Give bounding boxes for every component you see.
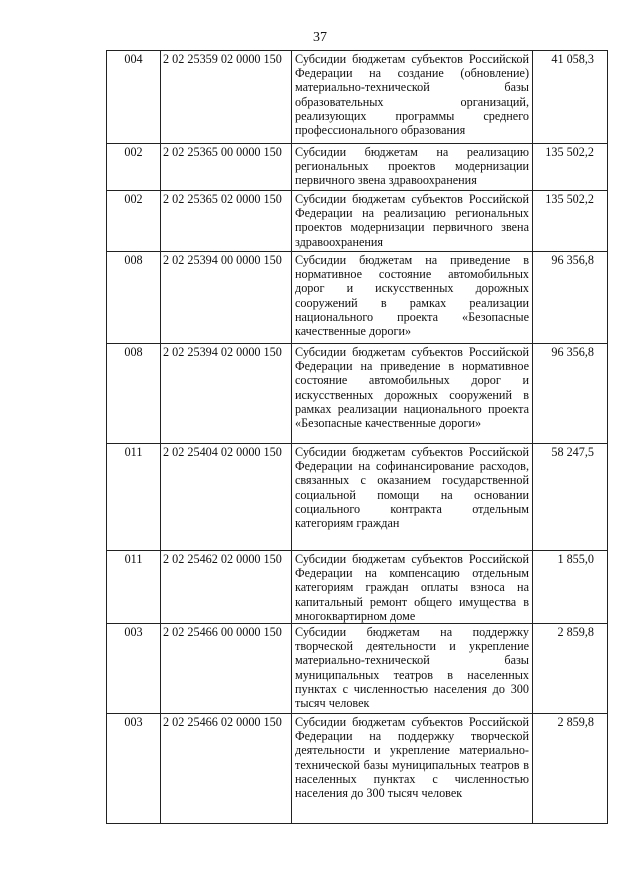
table-row [107,252,608,344]
amount-cell: 58 247,5 [533,444,608,551]
admin-code-cell: 002 [107,191,161,252]
amount-cell: 96 356,8 [533,344,608,444]
income-name-cell: Субсидии бюджетам субъектов Российской Федерации на компенсацию отдельным категориям граждан оплаты взноса на капитальный ремонт общего имущества в многоквартирном доме [292,551,533,624]
admin-code-cell: 003 [107,624,161,714]
amount-cell: 2 859,8 [533,714,608,824]
kbk-code-cell: 2 02 25359 02 0000 150 [161,51,292,144]
amount-cell: 96 356,8 [533,252,608,344]
table-row [107,191,608,252]
admin-code-cell: 004 [107,51,161,144]
table-row [107,624,608,714]
table-row [107,51,608,144]
amount-cell: 135 502,2 [533,144,608,191]
table-row [107,714,608,824]
kbk-code-cell: 2 02 25365 02 0000 150 [161,191,292,252]
kbk-code-cell: 2 02 25466 02 0000 150 [161,714,292,824]
income-name-cell: Субсидии бюджетам субъектов Российской Федерации на реализацию региональных проектов модернизации первичного звена здравоохранения [292,191,533,252]
income-name-cell: Субсидии бюджетам на реализацию региональных проектов модернизации первичного звена здравоохранения [292,144,533,191]
income-name-cell: Субсидии бюджетам субъектов Российской Федерации на поддержку творческой деятельности и укрепление материально-технической базы муниципальных театров в населенных пунктах с численностью населения до 300 тысяч человек [292,714,533,824]
budget-table [106,50,608,824]
admin-code-cell: 011 [107,444,161,551]
table-row [107,551,608,624]
amount-cell: 41 058,3 [533,51,608,144]
table-row [107,344,608,444]
admin-code-cell: 003 [107,714,161,824]
income-name-cell: Субсидии бюджетам на приведение в нормативное состояние автомобильных дорог и искусственных дорожных сооружений в рамках реализации национального проекта «Безопасные качественные дороги» [292,252,533,344]
amount-cell: 2 859,8 [533,624,608,714]
table-row [107,144,608,191]
kbk-code-cell: 2 02 25462 02 0000 150 [161,551,292,624]
income-name-cell: Субсидии бюджетам на поддержку творческой деятельности и укрепление материально-технической базы муниципальных театров в населенных пунктах с численностью населения до 300 тысяч человек [292,624,533,714]
amount-cell: 1 855,0 [533,551,608,624]
income-name-cell: Субсидии бюджетам субъектов Российской Федерации на софинансирование расходов, связанных с оказанием государственной социальной помощи на основании социального контракта отдельным категориям граждан [292,444,533,551]
kbk-code-cell: 2 02 25466 00 0000 150 [161,624,292,714]
kbk-code-cell: 2 02 25404 02 0000 150 [161,444,292,551]
kbk-code-cell: 2 02 25365 00 0000 150 [161,144,292,191]
income-name-cell: Субсидии бюджетам субъектов Российской Федерации на создание (обновление) материально-технической базы образовательных организаций, реализующих программы среднего профессионального образования [292,51,533,144]
kbk-code-cell: 2 02 25394 00 0000 150 [161,252,292,344]
income-name-cell: Субсидии бюджетам субъектов Российской Федерации на приведение в нормативное состояние автомобильных дорог и искусственных дорожных сооружений в рамках реализации национального проекта «Безопасные качественные дороги» [292,344,533,444]
admin-code-cell: 002 [107,144,161,191]
page-number: 37 [313,30,327,45]
admin-code-cell: 008 [107,252,161,344]
table-row [107,444,608,551]
admin-code-cell: 008 [107,344,161,444]
amount-cell: 135 502,2 [533,191,608,252]
kbk-code-cell: 2 02 25394 02 0000 150 [161,344,292,444]
admin-code-cell: 011 [107,551,161,624]
